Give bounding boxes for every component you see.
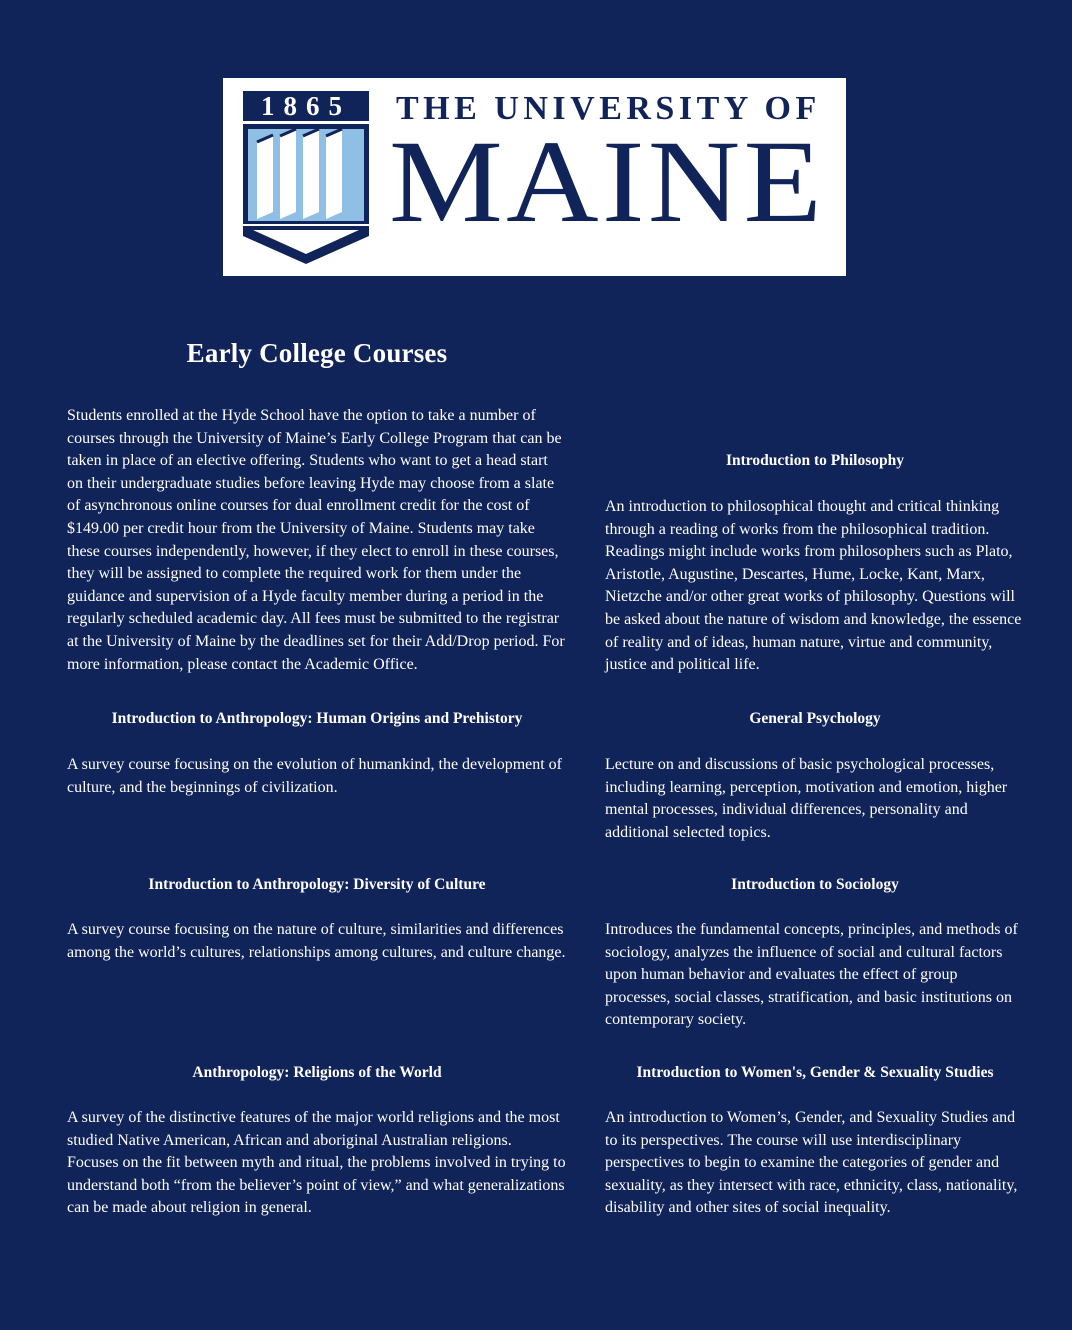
page-title: Early College Courses: [186, 338, 448, 368]
course-title-anthro-culture: Introduction to Anthropology: Diversity of Culture: [148, 876, 486, 893]
course-title-wgss: Introduction to Women's, Gender & Sexuality Studies: [636, 1064, 994, 1081]
course-description-anthro-origins: A survey course focusing on the evolution of humankind, the development of culture, and the beginnings of civilization.: [67, 756, 563, 796]
course-description-sociology: Introduces the fundamental concepts, principles, and methods of sociology, analyzes the influence of social and cultural factors upon human behavior and evaluates the effect of group processes, social classes, stratification, and basic institutions on contemporary society.: [605, 921, 1018, 1029]
course-title-psychology: General Psychology: [749, 710, 881, 727]
logo-line-2: MAINE: [389, 116, 825, 247]
logo-year: 1865: [261, 91, 351, 121]
course-title-sociology: Introduction to Sociology: [731, 876, 899, 893]
course-title-religions: Anthropology: Religions of the World: [192, 1064, 442, 1081]
intro-paragraph: Students enrolled at the Hyde School have the option to take a number of courses through the University of Maine’s Early College Program that can be taken in place of an elective offering. Students who want to get a head start on their undergraduate studies before leaving Hyde may choose from a slate of asynchronous online courses for dual enrollment credit for the cost of $149.00 per credit hour from the University of Maine. Students may take these courses independently, however, if they elect to enroll in these courses, they will be assigned to complete the required work for them under the guidance and supervision of a Hyde faculty member during a period in the regularly scheduled academic day. All fees must be submitted to the registrar at the University of Maine by the deadlines set for their Add/Drop period. For more information, please contact the Academic Office.: [67, 407, 565, 673]
course-title-philosophy: Introduction to Philosophy: [725, 452, 904, 469]
logo-line-1: THE UNIVERSITY OF: [396, 90, 821, 127]
course-description-anthro-culture: A survey course focusing on the nature of culture, similarities and differences among the world’s cultures, relationships among cultures, and culture change.: [67, 921, 566, 961]
university-of-maine-logo: [223, 78, 846, 276]
course-description-religions: A survey of the distinctive features of the major world religions and the most studied Native American, African and aboriginal Australian religions. Focuses on the fit between myth and ritual, the problems involved in trying to understand both “from the believer’s point of view,” and what generalizations can be made about religion in general.: [67, 1109, 566, 1217]
course-description-psychology: Lecture on and discussions of basic psychological processes, including learning, perception, motivation and emotion, higher mental processes, individual differences, personality and additional selected topics.: [605, 756, 1008, 841]
course-description-wgss: An introduction to Women’s, Gender, and Sexuality Studies and to its perspectives. The course will use interdisciplinary perspectives to begin to examine the categories of gender and sexuality, as they intersect with race, ethnicity, class, nationality, disability and other sites of social inequality.: [605, 1109, 1018, 1217]
course-title-anthro-origins: Introduction to Anthropology: Human Origins and Prehistory: [111, 710, 523, 727]
course-description-philosophy: An introduction to philosophical thought and critical thinking through a reading of works from the philosophical tradition. Readings might include works from philosophers such as Plato, Aristotle, Augustine, Descartes, Hume, Locke, Kant, Marx, Nietzche and/or other great works of philosophy. Questions will be asked about the nature of wisdom and knowledge, the essence of reality and of ideas, human nature, virtue and community, justice and political life.: [605, 498, 1022, 674]
university-logo: [223, 78, 846, 276]
